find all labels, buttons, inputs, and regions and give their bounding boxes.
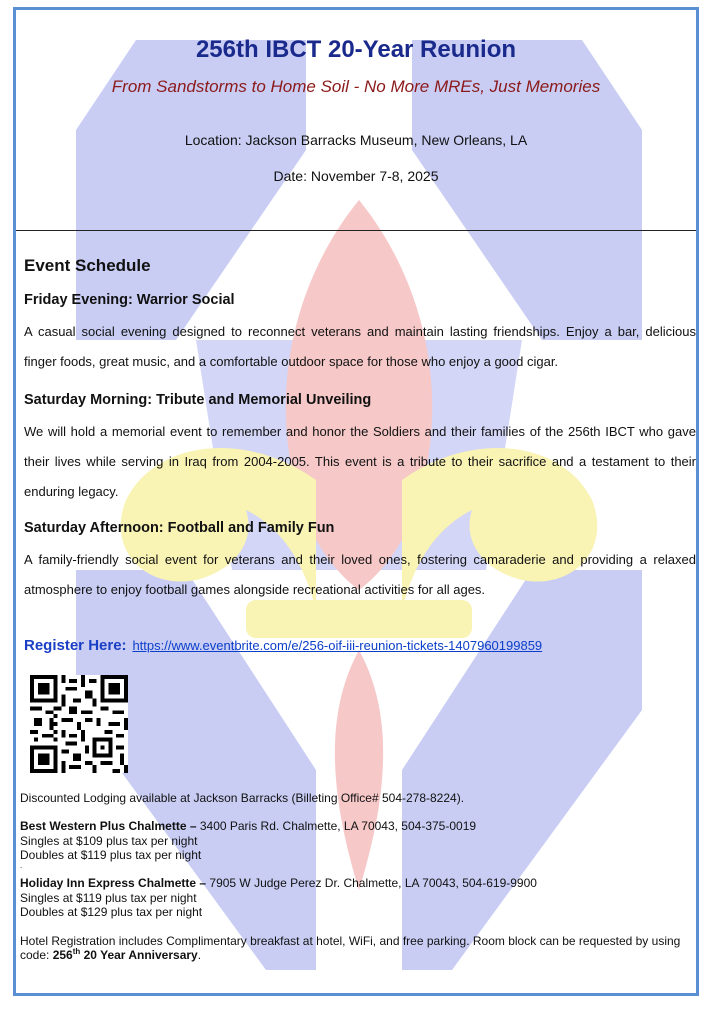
hotel-1-doubles: Doubles at $119 plus tax per night bbox=[20, 848, 202, 862]
room-block-code bbox=[53, 948, 198, 962]
code-number: 256 bbox=[52, 948, 73, 962]
register-label: Register Here: bbox=[24, 637, 127, 654]
header-divider bbox=[16, 230, 696, 231]
event-location: Location: Jackson Barracks Museum, New Orleans, LA bbox=[184, 132, 528, 148]
hotel-2-name: Holiday Inn Express Chalmette – bbox=[20, 876, 207, 890]
qr-code[interactable] bbox=[30, 672, 128, 776]
event-description-friday: A casual social evening designed to reconnect veterans and maintain lasting friendships. Enjoy a bar, delicious finger foods, great music, and a comfortable outdoor space for those who enjoy a good cigar. bbox=[24, 324, 696, 369]
schedule-heading: Event Schedule bbox=[24, 256, 151, 275]
page-title: 256th IBCT 20-Year Reunion bbox=[195, 36, 517, 63]
hotel-2-doubles: Doubles at $129 plus tax per night bbox=[20, 905, 203, 919]
hotel-2-singles: Singles at $119 plus tax per night bbox=[20, 891, 197, 905]
hotel-1-singles: Singles at $109 plus tax per night bbox=[20, 834, 198, 848]
event-title-saturday-afternoon: Saturday Afternoon: Football and Family Fun bbox=[24, 520, 335, 536]
watermark-red-stem bbox=[335, 650, 383, 890]
code-text: 20 Year Anniversary bbox=[80, 948, 198, 962]
watermark-yellow-band bbox=[246, 600, 472, 638]
event-date: Date: November 7-8, 2025 bbox=[273, 168, 439, 184]
hotel-1-address: 3400 Paris Rd. Chalmette, LA 70043, 504-375-0019 bbox=[196, 819, 477, 833]
hotel-1-line bbox=[20, 819, 476, 833]
lodging-intro: Discounted Lodging available at Jackson Barracks (Billeting Office# 504-278-8224). bbox=[20, 791, 465, 805]
hotel-1-name: Best Western Plus Chalmette – bbox=[20, 819, 197, 833]
code-ordinal: th bbox=[72, 947, 81, 956]
hotel-registration-note bbox=[20, 934, 692, 962]
page-subtitle: From Sandstorms to Home Soil - No More MREs, Just Memories bbox=[111, 77, 601, 96]
hotel-2-address: 7905 W Judge Perez Dr. Chalmette, LA 70043, 504-619-9900 bbox=[206, 876, 537, 890]
event-title-friday: Friday Evening: Warrior Social bbox=[24, 292, 235, 308]
hotel-2-line bbox=[20, 876, 537, 890]
event-description-saturday-afternoon: A family-friendly social event for veterans and their loved ones, fostering camaraderie and providing a relaxed atmosphere to enjoy football games alongside recreational activities for all ages. bbox=[24, 552, 696, 597]
event-title-saturday-morning: Saturday Morning: Tribute and Memorial Unveiling bbox=[24, 392, 372, 408]
register-line bbox=[24, 637, 542, 654]
lodging-separator: . bbox=[20, 861, 23, 870]
event-description-saturday-morning: We will hold a memorial event to remember and honor the Soldiers and their families of the 256th IBCT who gave their lives while serving in Iraq from 2004-2005. This event is a tribute to their sacrifice and a testament to their enduring legacy. bbox=[24, 424, 696, 499]
note-end: . bbox=[197, 948, 202, 962]
page-frame bbox=[13, 7, 699, 996]
note-text: Hotel Registration includes Complimentary breakfast at hotel, WiFi, and free parking. Room block can be requested by using code: bbox=[20, 934, 681, 962]
register-link[interactable]: https://www.eventbrite.com/e/256-oif-iii-reunion-tickets-1407960199859 bbox=[132, 638, 543, 653]
